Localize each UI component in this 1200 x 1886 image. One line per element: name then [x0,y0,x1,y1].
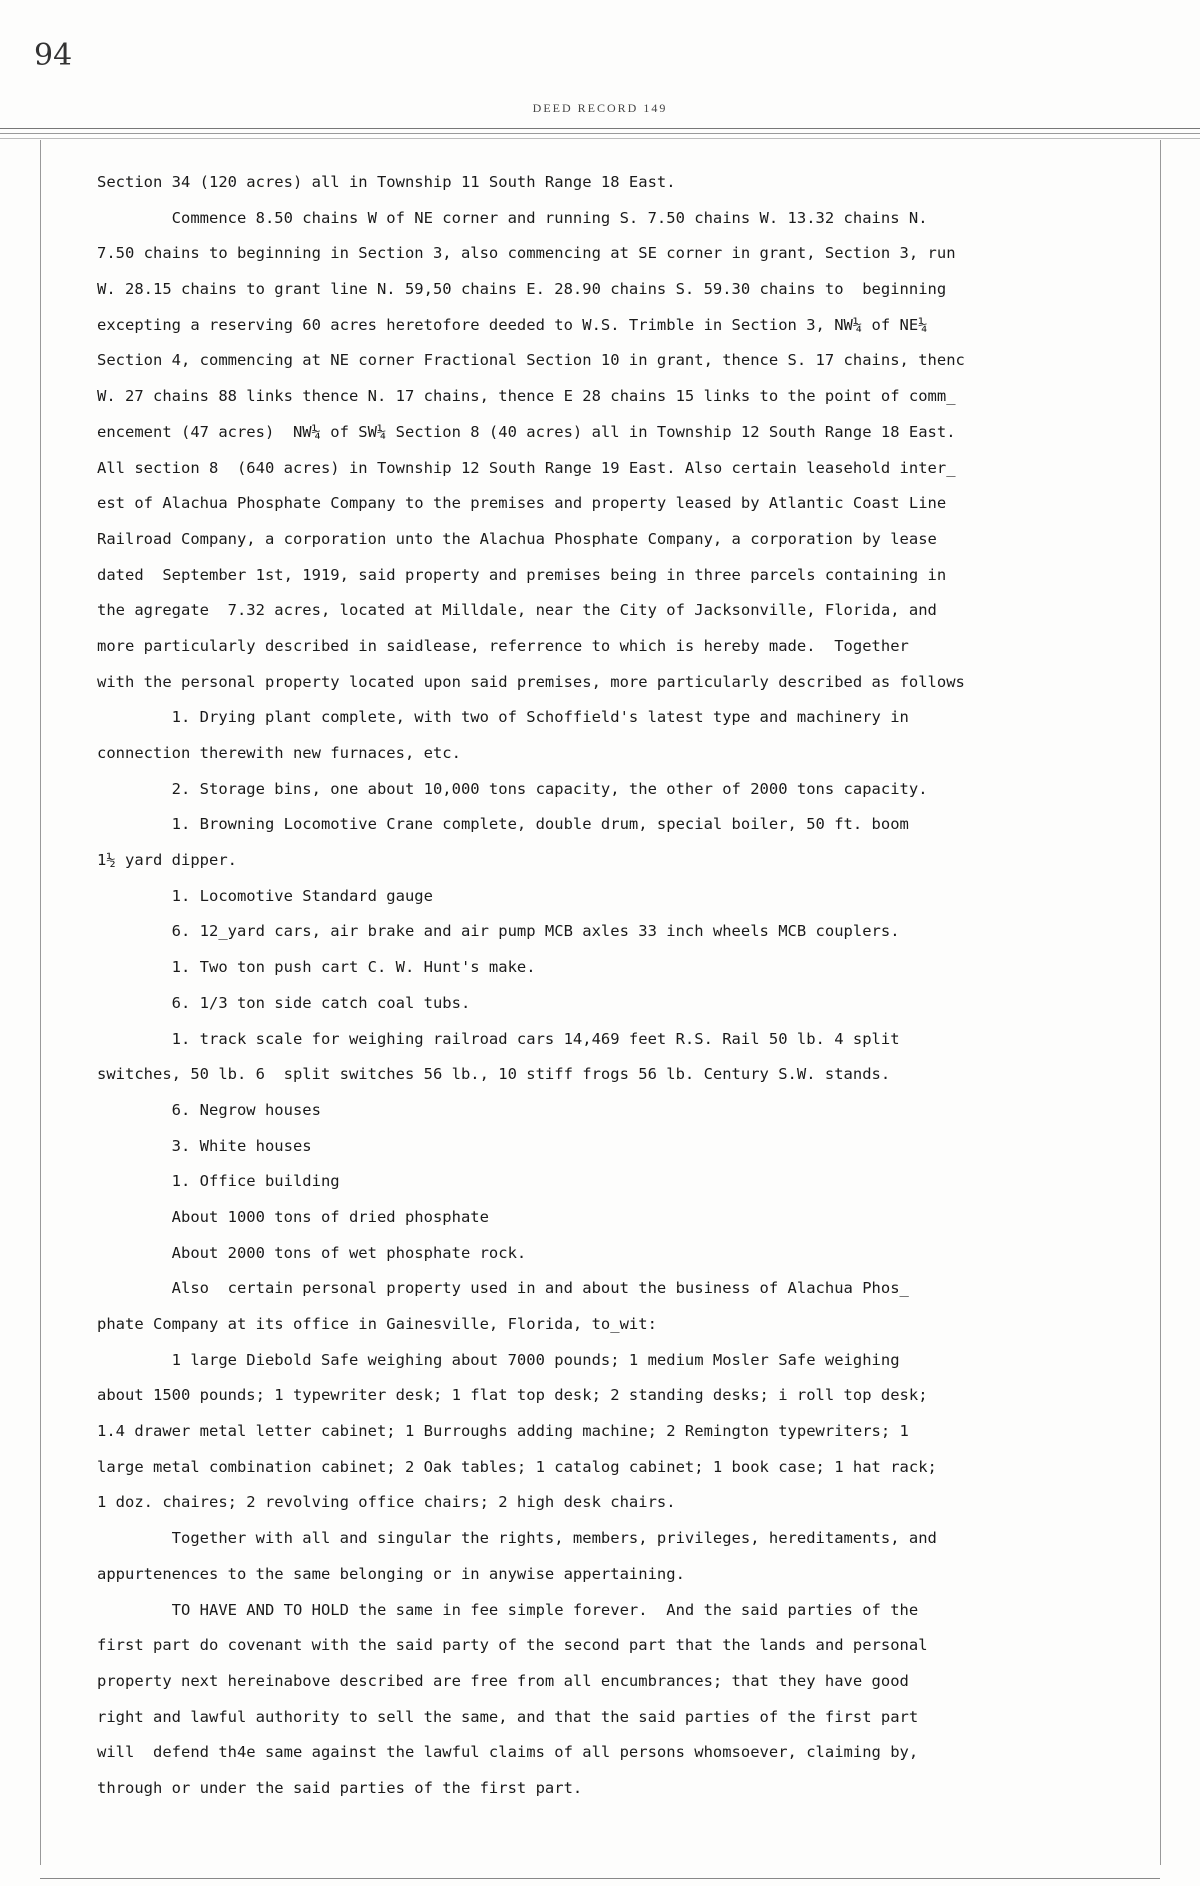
text-line: will defend th4e same against the lawful claims of all persons whomsoever, claiming by, [97,1743,919,1762]
text-line: 1. Office building [97,1172,340,1191]
text-line: 1. track scale for weighing railroad cars 14,469 feet R.S. Rail 50 lb. 4 split [97,1029,900,1048]
text-line: 2. Storage bins, one about 10,000 tons capacity, the other of 2000 tons capacity. [97,779,928,798]
text-line: 1. Locomotive Standard gauge [97,886,433,905]
header-rule-bottom [0,138,1200,139]
text-line: Also certain personal property used in and about the business of Alachua Phos_ [97,1279,909,1298]
text-line: 1. Drying plant complete, with two of Schoffield's latest type and machinery in [97,708,909,727]
text-line: Together with all and singular the rights, members, privileges, hereditaments, and [97,1529,937,1548]
text-line: 1½ yard dipper. [97,851,237,870]
text-line: the agregate 7.32 acres, located at Milldale, near the City of Jacksonville, Florida, and [97,601,937,620]
text-line: more particularly described in saidlease, referrence to which is hereby made. Together [97,636,909,655]
text-line: encement (47 acres) NW¼ of SW¼ Section 8 (40 acres) all in Township 12 South Range 18 East. [97,422,956,441]
text-line: TO HAVE AND TO HOLD the same in fee simple forever. And the said parties of the [97,1600,919,1619]
text-line: 6. 1/3 ton side catch coal tubs. [97,993,471,1012]
text-line: first part do covenant with the said party of the second part that the lands and personal [97,1636,928,1655]
text-line: About 1000 tons of dried phosphate [97,1207,489,1226]
left-margin-line [40,140,41,1865]
text-line: W. 28.15 chains to grant line N. 59,50 chains E. 28.90 chains S. 59.30 chains to beginning [97,280,947,299]
page-number: 94 [34,38,73,73]
text-line: Section 4, commencing at NE corner Fractional Section 10 in grant, thence S. 17 chains, thenc [97,351,965,370]
text-line: with the personal property located upon said premises, more particularly described as follows [97,672,965,691]
text-line: 1. Two ton push cart C. W. Hunt's make. [97,958,536,977]
text-line: est of Alachua Phosphate Company to the premises and property leased by Atlantic Coast Line [97,494,947,513]
text-line: Section 34 (120 acres) all in Township 11 South Range 18 East. [97,173,676,191]
text-line: 6. 12_yard cars, air brake and air pump MCB axles 33 inch wheels MCB couplers. [97,922,900,941]
text-line: 6. Negrow houses [97,1100,321,1119]
text-line: large metal combination cabinet; 2 Oak tables; 1 catalog cabinet; 1 book case; 1 hat rack; [97,1457,937,1476]
text-line: 1. Browning Locomotive Crane complete, double drum, special boiler, 50 ft. boom [97,815,909,834]
right-margin-line [1160,140,1161,1865]
text-line: excepting a reserving 60 acres heretofore deeded to W.S. Trimble in Section 3, NW¼ of NE¼ [97,315,928,334]
text-line: property next hereinabove described are free from all encumbrances; that they have good [97,1671,909,1690]
text-line: about 1500 pounds; 1 typewriter desk; 1 flat top desk; 2 standing desks; i roll top desk; [97,1386,928,1405]
text-line: connection therewith new furnaces, etc. [97,744,461,762]
record-title: DEED RECORD 149 [532,101,668,115]
text-line: phate Company at its office in Gainesville, Florida, to_wit: [97,1315,657,1333]
header-rule-top [0,128,1200,129]
deed-body-text [97,165,1097,1807]
text-line: Railroad Company, a corporation unto the Alachua Phosphate Company, a corporation by lease [97,529,937,548]
bottom-rule [40,1878,1160,1879]
text-line: Commence 8.50 chains W of NE corner and running S. 7.50 chains W. 13.32 chains N. [97,208,928,227]
text-line: All section 8 (640 acres) in Township 12 South Range 19 East. Also certain leasehold inter_ [97,458,956,477]
text-line: 3. White houses [97,1136,312,1155]
text-line: 1.4 drawer metal letter cabinet; 1 Burroughs adding machine; 2 Remington typewriters; 1 [97,1422,909,1441]
header-rule-middle [0,133,1200,134]
text-line: dated September 1st, 1919, said property and premises being in three parcels containing in [97,565,947,584]
text-line: W. 27 chains 88 links thence N. 17 chains, thence E 28 chains 15 links to the point of comm_ [97,387,956,406]
text-line: 7.50 chains to beginning in Section 3, also commencing at SE corner in grant, Section 3, run [97,244,956,263]
text-line: 1 large Diebold Safe weighing about 7000 pounds; 1 medium Mosler Safe weighing [97,1350,900,1369]
text-line: appurtenences to the same belonging or in anywise appertaining. [97,1564,685,1583]
text-line: About 2000 tons of wet phosphate rock. [97,1243,527,1262]
text-line: through or under the said parties of the first part. [97,1778,583,1797]
text-line: right and lawful authority to sell the same, and that the said parties of the first part [97,1707,919,1726]
text-line: switches, 50 lb. 6 split switches 56 lb., 10 stiff frogs 56 lb. Century S.W. stands. [97,1065,891,1084]
text-line: 1 doz. chaires; 2 revolving office chairs; 2 high desk chairs. [97,1493,676,1512]
